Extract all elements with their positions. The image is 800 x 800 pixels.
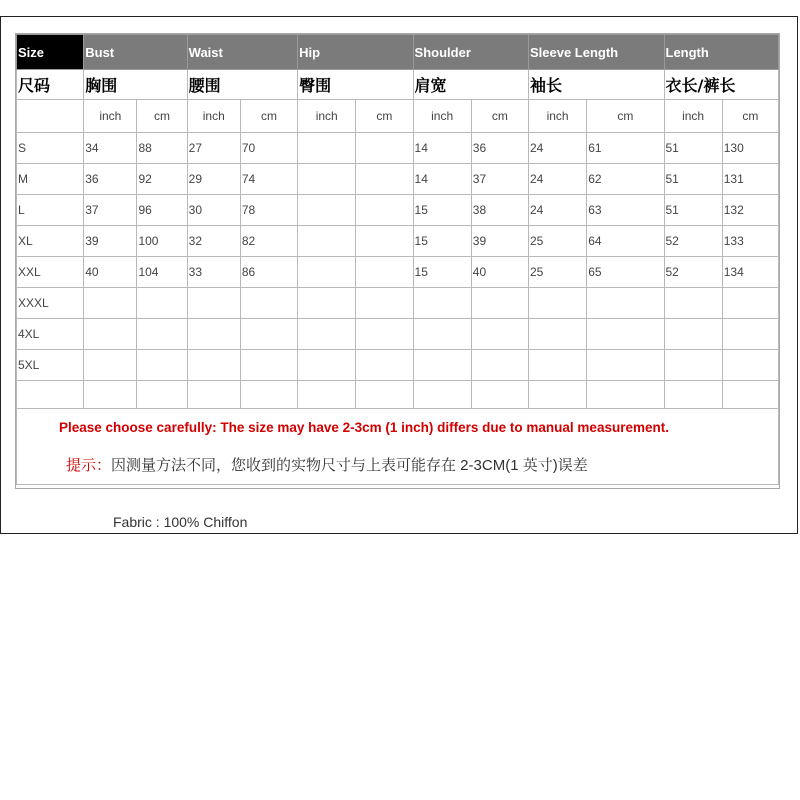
sleeve-inch-cell: 24 (528, 164, 586, 195)
empty-cell (17, 381, 84, 409)
sleeve-cm-cell: 65 (587, 257, 664, 288)
bust-inch-cell (84, 350, 137, 381)
table-row (17, 319, 779, 350)
hip-cm-cell (356, 226, 413, 257)
length-inch-cell: 52 (664, 257, 722, 288)
sleeve-cm-cell: 64 (587, 226, 664, 257)
waist-cm-cell: 86 (240, 257, 297, 288)
length-cm-cell: 131 (722, 164, 778, 195)
hip-cm-cell (356, 350, 413, 381)
bust-cm-cell: 100 (137, 226, 187, 257)
shoulder-inch-cell (413, 319, 471, 350)
waist-cm-cell: 70 (240, 133, 297, 164)
waist-cm-cell (240, 350, 297, 381)
unit-inch: inch (528, 100, 586, 133)
bust-inch-cell (84, 288, 137, 319)
sleeve-inch-cell (528, 319, 586, 350)
size-cell: XXXL (17, 288, 84, 319)
length-cm-cell (722, 319, 778, 350)
header-hip: Hip (298, 35, 413, 70)
waist-cm-cell (240, 288, 297, 319)
empty-row (17, 381, 779, 409)
waist-inch-cell: 30 (187, 195, 240, 226)
size-cell: XXL (17, 257, 84, 288)
bust-inch-cell: 40 (84, 257, 137, 288)
waist-inch-cell (187, 319, 240, 350)
sleeve-inch-cell (528, 350, 586, 381)
empty-cell (722, 381, 778, 409)
size-table (16, 34, 779, 409)
shoulder-inch-cell: 14 (413, 164, 471, 195)
waist-inch-cell: 29 (187, 164, 240, 195)
header-waist-cn: 腰围 (187, 70, 297, 100)
bust-cm-cell: 88 (137, 133, 187, 164)
hip-inch-cell (298, 257, 356, 288)
sleeve-inch-cell: 24 (528, 133, 586, 164)
waist-cm-cell: 82 (240, 226, 297, 257)
sleeve-cm-cell: 62 (587, 164, 664, 195)
header-bust-cn: 胸围 (84, 70, 187, 100)
header-length-cn: 衣长/裤长 (664, 70, 779, 100)
sleeve-cm-cell (587, 319, 664, 350)
empty-cell (528, 381, 586, 409)
hip-inch-cell (298, 133, 356, 164)
length-inch-cell (664, 350, 722, 381)
sleeve-cm-cell (587, 350, 664, 381)
shoulder-cm-cell (471, 350, 528, 381)
header-size-cn: 尺码 (17, 70, 84, 100)
waist-cm-cell: 78 (240, 195, 297, 226)
unit-inch: inch (413, 100, 471, 133)
shoulder-inch-cell: 14 (413, 133, 471, 164)
size-cell: S (17, 133, 84, 164)
shoulder-inch-cell: 15 (413, 257, 471, 288)
tip-label: 提示： (66, 457, 112, 474)
shoulder-cm-cell: 37 (471, 164, 528, 195)
table-row (17, 195, 779, 226)
unit-row (17, 100, 779, 133)
english-header-row (17, 35, 779, 70)
size-cell: 4XL (17, 319, 84, 350)
shoulder-cm-cell: 36 (471, 133, 528, 164)
header-waist: Waist (187, 35, 297, 70)
header-hip-cn: 臀围 (298, 70, 413, 100)
unit-cm: cm (587, 100, 664, 133)
table-row (17, 350, 779, 381)
unit-blank (17, 100, 84, 133)
length-cm-cell: 134 (722, 257, 778, 288)
hip-cm-cell (356, 319, 413, 350)
table-row (17, 257, 779, 288)
header-sleeve-length: Sleeve Length (528, 35, 664, 70)
header-bust: Bust (84, 35, 187, 70)
shoulder-inch-cell: 15 (413, 226, 471, 257)
waist-inch-cell: 27 (187, 133, 240, 164)
tip-text: 因测量方法不同，您收到的实物尺寸与上表可能存在 2-3CM(1 英寸)误差 (111, 457, 588, 474)
length-inch-cell: 52 (664, 226, 722, 257)
waist-cm-cell (240, 319, 297, 350)
empty-cell (240, 381, 297, 409)
bust-cm-cell (137, 350, 187, 381)
empty-cell (298, 381, 356, 409)
fabric-note: Fabric : 100% Chiffon (113, 514, 248, 530)
unit-cm: cm (137, 100, 187, 133)
unit-inch: inch (664, 100, 722, 133)
hip-inch-cell (298, 164, 356, 195)
length-inch-cell (664, 288, 722, 319)
bust-cm-cell (137, 319, 187, 350)
size-chart (15, 33, 780, 489)
measurement-tip (66, 454, 588, 475)
empty-cell (137, 381, 187, 409)
hip-cm-cell (356, 288, 413, 319)
hip-cm-cell (356, 257, 413, 288)
unit-cm: cm (471, 100, 528, 133)
length-cm-cell: 133 (722, 226, 778, 257)
length-inch-cell: 51 (664, 164, 722, 195)
sleeve-cm-cell: 63 (587, 195, 664, 226)
sleeve-inch-cell: 25 (528, 226, 586, 257)
empty-cell (471, 381, 528, 409)
waist-cm-cell: 74 (240, 164, 297, 195)
hip-inch-cell (298, 226, 356, 257)
empty-cell (587, 381, 664, 409)
shoulder-cm-cell: 38 (471, 195, 528, 226)
bust-cm-cell: 92 (137, 164, 187, 195)
table-row (17, 226, 779, 257)
shoulder-inch-cell: 15 (413, 195, 471, 226)
length-cm-cell (722, 350, 778, 381)
size-cell: 5XL (17, 350, 84, 381)
header-shoulder: Shoulder (413, 35, 528, 70)
length-cm-cell: 130 (722, 133, 778, 164)
hip-inch-cell (298, 350, 356, 381)
size-cell: L (17, 195, 84, 226)
bust-inch-cell: 34 (84, 133, 137, 164)
length-cm-cell (722, 288, 778, 319)
empty-cell (356, 381, 413, 409)
empty-cell (187, 381, 240, 409)
sleeve-inch-cell (528, 288, 586, 319)
waist-inch-cell (187, 288, 240, 319)
sleeve-inch-cell: 25 (528, 257, 586, 288)
chinese-header-row (17, 70, 779, 100)
shoulder-cm-cell (471, 288, 528, 319)
header-shoulder-cn: 肩宽 (413, 70, 528, 100)
table-row (17, 133, 779, 164)
unit-cm: cm (240, 100, 297, 133)
bust-cm-cell (137, 288, 187, 319)
bust-cm-cell: 96 (137, 195, 187, 226)
shoulder-cm-cell: 40 (471, 257, 528, 288)
table-row (17, 288, 779, 319)
header-size: Size (17, 35, 84, 70)
shoulder-inch-cell (413, 288, 471, 319)
shoulder-inch-cell (413, 350, 471, 381)
waist-inch-cell (187, 350, 240, 381)
hip-inch-cell (298, 288, 356, 319)
length-inch-cell (664, 319, 722, 350)
measurement-warning: Please choose carefully: The size may have 2-3cm (1 inch) differs due to manual measurement. (59, 420, 669, 435)
unit-cm: cm (356, 100, 413, 133)
size-cell: M (17, 164, 84, 195)
bust-inch-cell: 36 (84, 164, 137, 195)
unit-cm: cm (722, 100, 778, 133)
sleeve-cm-cell (587, 288, 664, 319)
hip-inch-cell (298, 195, 356, 226)
empty-cell (413, 381, 471, 409)
bust-inch-cell: 39 (84, 226, 137, 257)
bust-inch-cell (84, 319, 137, 350)
empty-cell (664, 381, 722, 409)
hip-cm-cell (356, 133, 413, 164)
hip-cm-cell (356, 195, 413, 226)
length-inch-cell: 51 (664, 195, 722, 226)
bust-inch-cell: 37 (84, 195, 137, 226)
length-inch-cell: 51 (664, 133, 722, 164)
waist-inch-cell: 33 (187, 257, 240, 288)
length-cm-cell: 132 (722, 195, 778, 226)
sleeve-cm-cell: 61 (587, 133, 664, 164)
size-cell: XL (17, 226, 84, 257)
shoulder-cm-cell (471, 319, 528, 350)
empty-cell (84, 381, 137, 409)
table-row (17, 164, 779, 195)
header-length: Length (664, 35, 779, 70)
waist-inch-cell: 32 (187, 226, 240, 257)
hip-inch-cell (298, 319, 356, 350)
sleeve-inch-cell: 24 (528, 195, 586, 226)
hip-cm-cell (356, 164, 413, 195)
unit-inch: inch (187, 100, 240, 133)
shoulder-cm-cell: 39 (471, 226, 528, 257)
unit-inch: inch (84, 100, 137, 133)
unit-inch: inch (298, 100, 356, 133)
header-sleeve-cn: 袖长 (528, 70, 664, 100)
bust-cm-cell: 104 (137, 257, 187, 288)
